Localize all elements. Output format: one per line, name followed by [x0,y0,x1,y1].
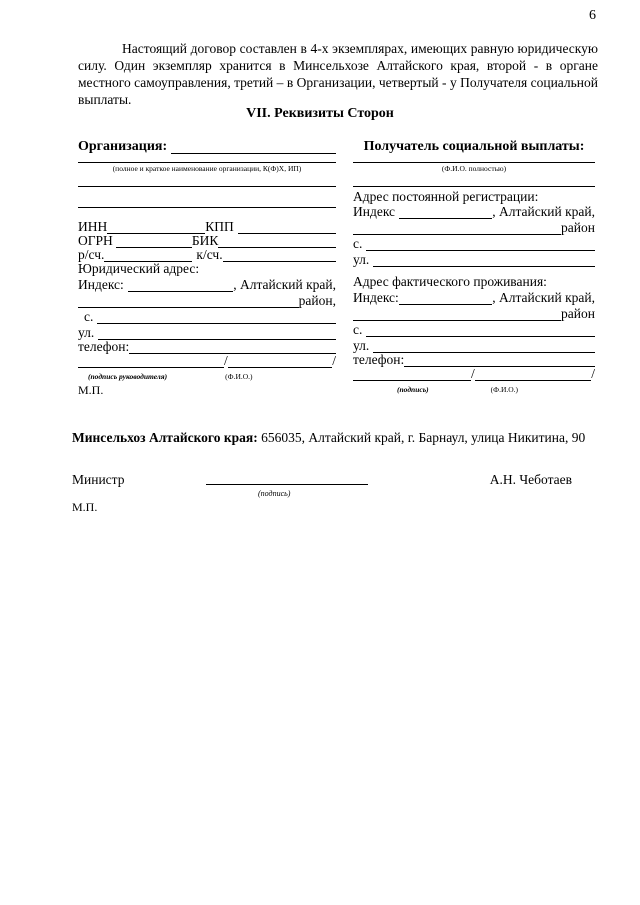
inn-label: ИНН [78,219,108,234]
legal-street-label: ул. [78,325,95,340]
recipient-fio-field[interactable] [475,369,591,381]
org-signature-slash-end: / [332,353,336,368]
minister-signature-field[interactable] [206,484,368,485]
minister-name: А.Н. Чеботаев [489,472,572,487]
minister-position: Министр [72,472,125,487]
organization-heading: Организация: [78,136,336,154]
org-signature-row [78,354,336,368]
reg-district-label: район [561,220,595,235]
rs-label: р/сч. [78,247,105,262]
kpp-field[interactable] [238,222,336,234]
reg-district-row [353,219,595,235]
reg-region-label: , Алтайский край, [492,204,595,219]
legal-village-row [78,308,336,324]
actual-index-field[interactable] [399,293,492,305]
legal-district-label: район, [298,293,336,308]
inn-field[interactable] [107,222,205,234]
ogrn-field[interactable] [116,236,192,248]
organization-name-field[interactable] [171,140,336,154]
org-phone-row [78,340,336,354]
legal-address-label: Юридический адрес: [78,261,200,276]
organization-name-hint: (полное и краткое наименование организации, К(Ф)Х, ИП) [112,164,302,173]
organization-name-line[interactable] [78,162,336,163]
ks-field[interactable] [223,250,336,262]
recipient-heading: Получатель социальной выплаты: [363,139,585,154]
actual-district-field[interactable] [353,309,561,321]
legal-index-field[interactable] [128,280,233,292]
recipient-sign-hint: (подпись) [397,385,429,394]
intro-paragraph: Настоящий договор составлен в 4-х экземплярах, имеющих равную юридическую силу. Один экземпляр хранится в Минсельхозе Алтайского края, второй - в органе местного самоуправления, третий – в Организации, четвертый - у Получателя социальной выплаты. [78,41,598,107]
ministry-address-text: 656035, Алтайский край, г. Барнаул, улица Никитина, 90 [257,430,586,445]
org-stamp-label: М.П. [78,383,104,397]
section-title: VII. Реквизиты Сторон [246,106,394,121]
recipient-name-line-2[interactable] [353,186,595,187]
recipient-name-line[interactable] [353,162,595,163]
reg-village-field[interactable] [366,239,595,251]
legal-index-label: Индекс: [78,277,124,292]
actual-district-label: район [561,306,595,321]
reg-index-field[interactable] [399,207,492,219]
recipient-signature-slash-end: / [591,366,595,381]
recipient-signature-row [353,367,595,381]
legal-village-field[interactable] [97,312,336,324]
org-signature-hints [78,370,336,379]
reg-index-row [353,204,595,219]
bik-label: БИК [191,233,219,248]
reg-district-field[interactable] [353,223,561,235]
actual-street-row [353,337,595,353]
actual-index-row [353,289,595,305]
minister-sign-hint: (подпись) [258,489,291,498]
legal-village-label: с. [84,309,94,324]
page-number: 6 [589,8,596,23]
actual-region-label: , Алтайский край, [492,290,595,305]
legal-district-row [78,292,336,308]
reg-village-label: с. [353,236,363,251]
kpp-label: КПП [205,219,234,234]
recipient-signature-field[interactable] [353,369,471,381]
actual-index-label: Индекс: [353,290,399,305]
legal-region-label: , Алтайский край, [233,277,336,292]
ogrn-label: ОГРН [78,233,113,248]
org-signature-slash: / [224,353,228,368]
minister-signature-row [72,472,582,488]
recipient-phone-label: телефон: [353,352,405,367]
org-sign-hint: (подпись руководителя) [88,372,168,381]
actual-street-label: ул. [353,338,370,353]
ministry-stamp-label: М.П. [72,500,98,514]
recipient-signature-slash: / [471,366,475,381]
reg-address-label: Адрес постоянной регистрации: [353,189,539,204]
org-signature-field[interactable] [78,356,224,368]
bik-field[interactable] [218,236,336,248]
organization-name-line-3[interactable] [78,207,336,208]
ks-label: к/сч. [196,247,223,262]
recipient-phone-row [353,353,595,367]
legal-index-row [78,276,336,292]
inn-kpp-row [78,220,336,234]
ministry-name: Минсельхоз Алтайского края: [72,430,258,445]
ogrn-bik-row [78,234,336,248]
reg-village-row [353,235,595,251]
recipient-signature-hints [353,383,595,392]
actual-street-field[interactable] [373,341,595,353]
recipient-name-hint: (Ф.И.О. полностью) [441,164,507,173]
org-fio-field[interactable] [228,356,332,368]
rs-ks-row [78,248,336,262]
reg-index-label: Индекс [353,204,396,219]
legal-street-row [78,324,336,340]
reg-street-label: ул. [353,252,370,267]
recipient-phone-field[interactable] [404,355,595,367]
actual-address-label: Адрес фактического проживания: [353,274,547,289]
reg-street-row [353,251,595,267]
legal-district-field[interactable] [78,296,299,308]
org-fio-hint: (Ф.И.О.) [225,372,253,381]
org-phone-field[interactable] [129,342,336,354]
actual-village-field[interactable] [366,325,595,337]
actual-village-label: с. [353,322,363,337]
reg-street-field[interactable] [373,255,595,267]
actual-district-row [353,305,595,321]
recipient-block [353,136,595,392]
actual-village-row [353,321,595,337]
organization-name-line-2[interactable] [78,186,336,187]
organization-block [78,136,336,397]
ministry-address [72,430,585,446]
recipient-fio-hint: (Ф.И.О.) [490,385,519,394]
org-phone-label: телефон: [78,339,130,354]
legal-street-field[interactable] [98,328,336,340]
